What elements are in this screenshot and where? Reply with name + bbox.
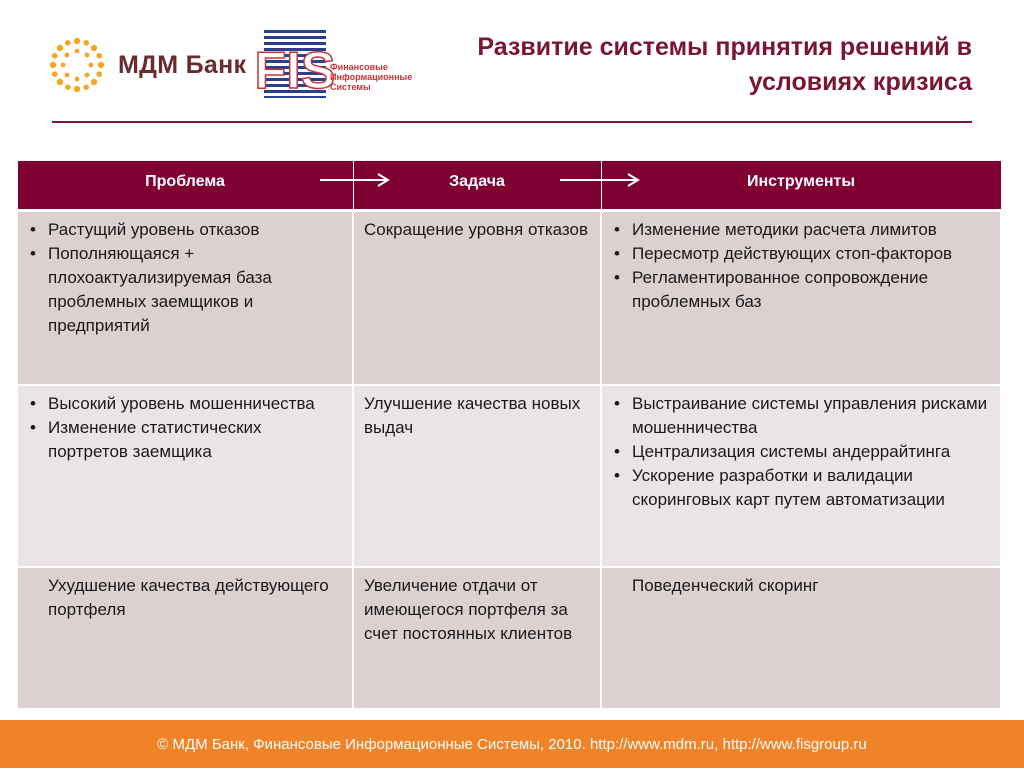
table-row — [17, 211, 1001, 386]
list-item: • Централизация системы андеррайтинга — [612, 440, 990, 464]
problem-cell — [17, 211, 353, 386]
list-item: • Высокий уровень мошенничества — [28, 392, 342, 416]
fis-mark: FIS — [254, 42, 336, 100]
task-cell: Увеличение отдачи от имеющегося портфеля за счет постоянных клиентов — [353, 567, 601, 709]
tools-cell — [601, 567, 1001, 709]
footer-copyright: © МДМ Банк, Финансовые Информационные Системы, 2010. http://www.mdm.ru, http://www.fisgroup.ru — [157, 736, 867, 753]
sun-icon — [48, 36, 106, 94]
table-row — [17, 385, 1001, 567]
table-row — [17, 567, 1001, 709]
list-item: • Изменение статистических портретов заемщика — [28, 416, 342, 464]
footer-bar — [0, 720, 1024, 768]
fis-name: Финансовые Информационные Системы — [330, 62, 413, 92]
problem-cell — [17, 567, 353, 709]
tools-list — [612, 218, 990, 314]
page-title: Развитие системы принятия решений в условиях кризиса — [477, 33, 972, 96]
list-item: • Пополняющаяся + плохоактуализируемая база проблемных заемщиков и предприятий — [28, 242, 342, 338]
tools-text: Поведенческий скоринг — [632, 576, 819, 595]
table-header-row — [17, 161, 1001, 211]
task-cell: Улучшение качества новых выдач — [353, 385, 601, 567]
fis-logo — [254, 30, 413, 100]
list-item: • Ускорение разработки и валидации скоринговых карт путем автоматизации — [612, 464, 990, 512]
fis-mark-icon — [254, 30, 336, 100]
problem-text: Ухудшение качества действующего портфеля — [48, 576, 329, 619]
list-item: • Растущий уровень отказов — [28, 218, 342, 242]
task-cell: Сокращение уровня отказов — [353, 211, 601, 386]
list-item: • Пересмотр действующих стоп-факторов — [612, 242, 990, 266]
title-divider — [52, 121, 972, 123]
problem-list — [28, 218, 342, 338]
problem-task-tools-table — [16, 160, 1002, 710]
list-item: • Изменение методики расчета лимитов — [612, 218, 990, 242]
mdm-bank-logo — [48, 36, 246, 94]
arrow-right-icon — [320, 172, 392, 188]
arrow-right-icon — [560, 172, 642, 188]
column-header-problem: Проблема — [17, 161, 353, 211]
list-item: • Выстраивание системы управления рисками мошенничества — [612, 392, 990, 440]
list-item: • Регламентированное сопровождение проблемных баз — [612, 266, 990, 314]
tools-cell — [601, 211, 1001, 386]
problem-list — [28, 392, 342, 464]
tools-cell — [601, 385, 1001, 567]
column-header-tools: Инструменты — [601, 161, 1001, 211]
bank-name: МДМ Банк — [118, 50, 247, 79]
column-header-task: Задача — [353, 161, 601, 211]
problem-cell — [17, 385, 353, 567]
tools-list — [612, 392, 990, 512]
